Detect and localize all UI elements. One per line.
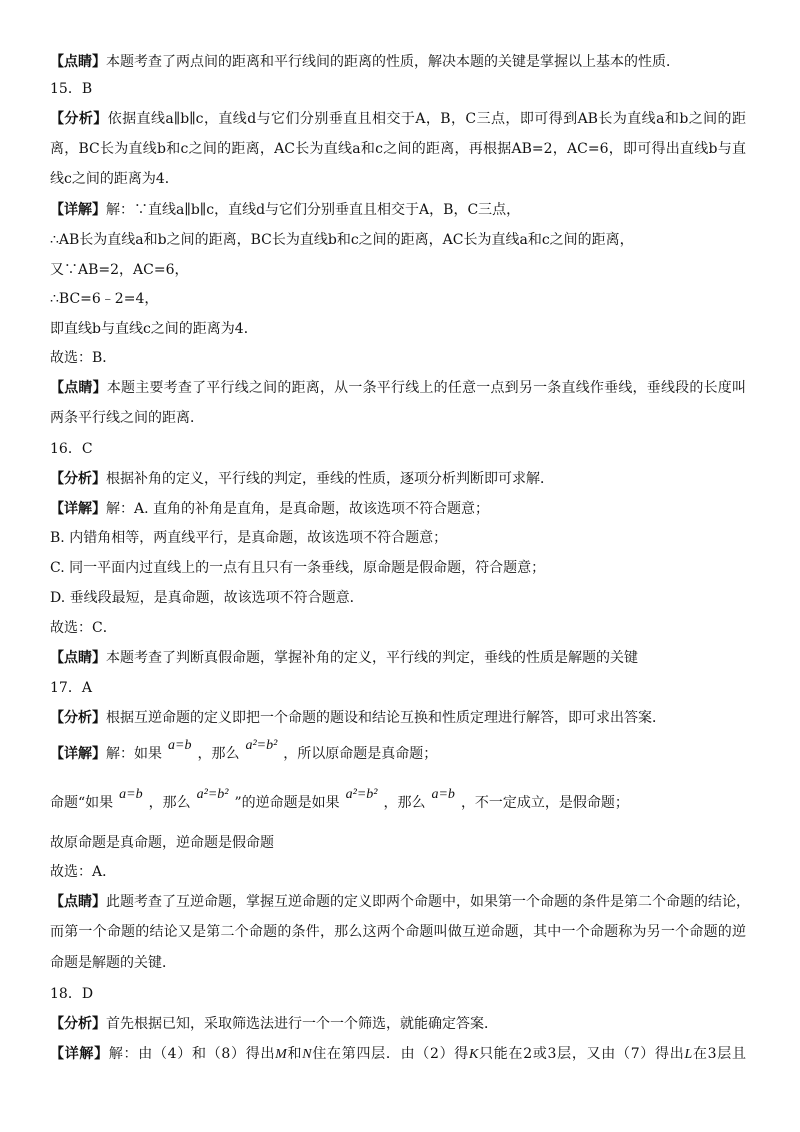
analysis-text: 根据互逆命题的定义即把一个命题的题设和结论互换和性质定理进行解答，即可求出答案． [106, 710, 666, 726]
analysis-label: 【分析】 [50, 710, 106, 726]
solution-text: 解：由（4）和（8）得出 [108, 1046, 276, 1062]
q15-solution-line-3: 又∵AB=2，AC=6， [50, 262, 189, 278]
solution-label: 【详解】 [50, 1046, 109, 1062]
remark-text: 本题考查了两点间的距离和平行线间的距离的性质，解决本题的关键是掌握以上基本的性质． [106, 54, 680, 70]
remark-label: 【点睛】 [50, 894, 106, 910]
solution-text: ，那么 [383, 795, 426, 811]
q15-solution-line-4: ∴BC=6﹣2=4， [50, 291, 159, 307]
q18-solution-line-1 [50, 1044, 746, 1064]
solution-text: ，那么 [148, 795, 191, 811]
variable: L [684, 1047, 693, 1062]
analysis-label: 【分析】 [50, 111, 108, 127]
q15-answer: 15．B [50, 81, 93, 97]
remark-text: 此题考查了互逆命题，掌握互逆命题的定义即两个命题中，如果第一个命题的条件是第二个命题的结论， [106, 894, 750, 910]
remark-label: 【点睛】 [50, 650, 106, 666]
q14-remark-line-1 [50, 52, 680, 72]
remark-text: 本题主要考查了平行线之间的距离，从一条平行线上的任意一点到另一条直线作垂线，垂线段的长度叫 [106, 380, 747, 396]
remark-label: 【点睛】 [50, 54, 106, 70]
solution-label: 【详解】 [50, 202, 106, 218]
solution-text: 只能在2或3层，又由（7）得出 [478, 1046, 685, 1062]
q16-solution-line-2: B. 内错角相等，两直线平行，是真命题，故该选项不符合题意； [50, 530, 448, 546]
q15-remark-line-2: 两条平行线之间的距离． [50, 410, 204, 426]
solution-text: 解：如果 [106, 746, 162, 762]
q16-solution-line-4: D. 垂线段最短，是真命题，故该选项不符合题意． [50, 590, 364, 606]
remark-text: 本题考查了判断真假命题，掌握补角的定义，平行线的判定，垂线的性质是解题的关键 [106, 650, 638, 666]
q15-solution-line-1 [50, 200, 520, 220]
q15-analysis-line-1 [50, 109, 746, 129]
variable: K [469, 1047, 479, 1062]
q16-choice: 故选：C． [50, 620, 117, 636]
solution-text: 和 [286, 1046, 303, 1062]
analysis-label: 【分析】 [50, 1016, 106, 1032]
q16-answer: 16．C [50, 441, 93, 457]
formula: a=b [431, 787, 455, 802]
q15-analysis-line-2: 离，BC长为直线b和c之间的距离，AC长为直线a和c之间的距离，再根据AB=2，AC=6，即可得出直线b与直 [50, 141, 746, 157]
analysis-text: 依据直线a∥b∥c，直线d与它们分别垂直且相交于A，B，C三点，即可得到AB长为直线a和b之间的距 [107, 111, 746, 127]
solution-text: 命题“如果 [50, 795, 114, 811]
solution-label: 【详解】 [50, 746, 106, 762]
formula: a²=b² [196, 787, 229, 802]
analysis-text: 根据补角的定义，平行线的判定，垂线的性质，逐项分析判断即可求解． [106, 471, 554, 487]
q17-solution-line-2 [50, 787, 629, 813]
q18-analysis-line-1 [50, 1014, 498, 1034]
q17-answer: 17．A [50, 680, 92, 696]
solution-text: 解：A. 直角的补角是直角，是真命题，故该选项不符合题意； [106, 501, 490, 517]
q17-analysis-line-1 [50, 708, 666, 728]
q15-remark-line-1 [50, 378, 746, 398]
q17-remark-line-1 [50, 892, 750, 912]
solution-text: ，不一定成立，是假命题； [460, 795, 629, 811]
q16-solution-line-3: C. 同一平面内过直线上的一点有且只有一条垂线，原命题是假命题，符合题意； [50, 560, 546, 576]
analysis-label: 【分析】 [50, 471, 106, 487]
formula: a²=b² [245, 738, 278, 753]
q16-analysis-line-1 [50, 469, 554, 489]
q16-solution-line-1 [50, 499, 489, 519]
solution-text: 住在第四层．由（2）得 [311, 1046, 470, 1062]
solution-label: 【详解】 [50, 501, 106, 517]
formula: a=b [168, 738, 192, 753]
variable: M [275, 1047, 287, 1062]
q17-solution-line-1 [50, 738, 438, 764]
q17-remark-line-2: 而第一个命题的结论又是第二个命题的条件，那么这两个命题叫做互逆命题，其中一个命题称为另一个命题的逆 [50, 924, 746, 940]
q17-choice: 故选：A． [50, 864, 117, 880]
remark-label: 【点睛】 [50, 380, 107, 396]
q15-analysis-line-3: 线c之间的距离为4． [50, 171, 179, 187]
solution-text: ，那么 [197, 746, 240, 762]
solution-text: ，所以原命题是真命题； [283, 746, 438, 762]
q15-solution-line-5: 即直线b与直线c之间的距离为4． [50, 321, 258, 337]
analysis-text: 首先根据已知，采取筛选法进行一个一个筛选，就能确定答案． [106, 1016, 498, 1032]
q17-solution-line-3: 故原命题是真命题，逆命题是假命题 [50, 835, 274, 851]
q15-solution-line-2: ∴AB长为直线a和b之间的距离，BC长为直线b和c之间的距离，AC长为直线a和c之间的距离， [50, 232, 634, 248]
solution-text: 在3层且 [692, 1046, 746, 1062]
solution-text: 解：∵直线a∥b∥c，直线d与它们分别垂直且相交于A，B，C三点， [106, 202, 521, 218]
q16-remark-line-1 [50, 648, 638, 668]
q15-choice: 故选：B． [50, 350, 117, 366]
solution-text: ”的逆命题是如果 [234, 795, 340, 811]
formula: a²=b² [345, 787, 378, 802]
q18-answer: 18．D [50, 986, 94, 1002]
q17-remark-line-3: 命题是解题的关键． [50, 955, 176, 971]
formula: a=b [119, 787, 143, 802]
variable: N [302, 1047, 312, 1062]
